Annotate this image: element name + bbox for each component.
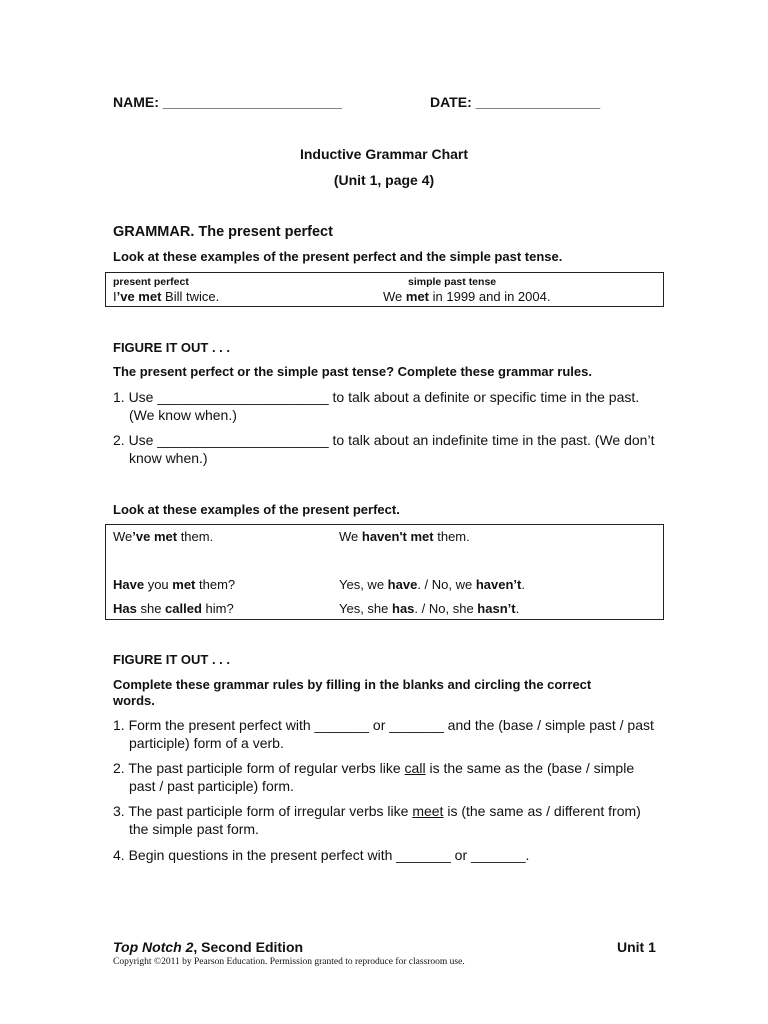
example-answer-has: Yes, she has. / No, she hasn’t.: [339, 601, 520, 616]
table-cell-simple-past: We met in 1999 and in 2004.: [383, 289, 551, 304]
grammar-heading: GRAMMAR. The present perfect: [113, 224, 333, 240]
rule-irregular-verbs: 3. The past participle form of irregular verbs like meet is (the same as / different from) the simple past form.: [113, 803, 641, 837]
rule-2: 2. Use ______________________ to talk about an indefinite time in the past. (We don’t know when.): [113, 432, 655, 466]
example-affirmative: We’ve met them.: [113, 529, 214, 544]
example-negative: We haven't met them.: [339, 529, 470, 544]
rule-1: 1. Use ______________________ to talk about a definite or specific time in the past. (We know when.): [113, 389, 640, 423]
comparison-table: [105, 272, 664, 307]
table-header-simple-past: simple past tense: [408, 276, 497, 288]
footer-copyright: Copyright ©2011 by Pearson Education. Permission granted to reproduce for classroom use.: [113, 957, 465, 967]
date-field-label: DATE: ________________: [430, 94, 601, 110]
rule-form: 1. Form the present perfect with _______ or _______ and the (base / simple past / past participle) form of a verb.: [113, 717, 654, 751]
figure-it-out-instruction-2: Complete these grammar rules by filling in the blanks and circling the correct words.: [113, 677, 592, 708]
footer-book-title: Top Notch 2, Second Edition: [113, 939, 304, 955]
rule-regular-verbs: 2. The past participle form of regular verbs like call is the same as the (base / simple past / past participle) form.: [113, 760, 635, 794]
page-subtitle: (Unit 1, page 4): [333, 172, 435, 188]
page-title: Inductive Grammar Chart: [299, 146, 469, 162]
rule-questions: 4. Begin questions in the present perfect with _______ or _______.: [113, 847, 530, 863]
example-question-has: Has she called him?: [113, 601, 234, 616]
examples-table: [105, 524, 664, 620]
figure-it-out-heading-2: FIGURE IT OUT . . .: [113, 652, 230, 667]
figure-it-out-heading-1: FIGURE IT OUT . . .: [113, 340, 230, 355]
table-cell-present-perfect: I’ve met Bill twice.: [113, 289, 220, 304]
example-answer-have: Yes, we have. / No, we haven’t.: [339, 577, 525, 592]
examples-instruction: Look at these examples of the present perfect.: [113, 502, 400, 517]
table-header-present-perfect: present perfect: [113, 276, 189, 288]
footer-unit: Unit 1: [617, 939, 656, 955]
grammar-instruction: Look at these examples of the present perfect and the simple past tense.: [113, 249, 563, 264]
figure-it-out-instruction-1: The present perfect or the simple past tense? Complete these grammar rules.: [113, 364, 592, 379]
example-question-have: Have you met them?: [113, 577, 236, 592]
name-field-label: NAME: _______________________: [113, 94, 342, 110]
